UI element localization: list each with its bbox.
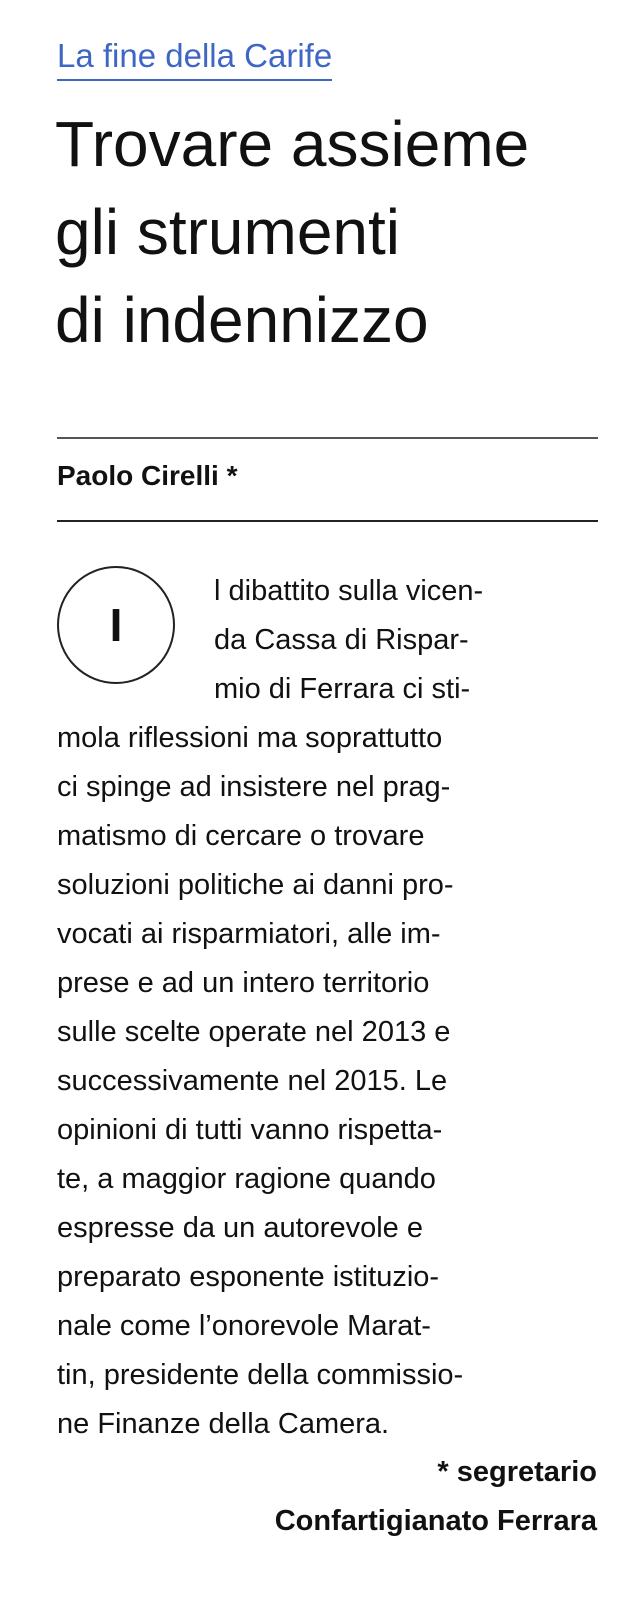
- drop-cap-circle: [57, 566, 175, 684]
- section-kicker: La fine della Carife: [57, 36, 332, 81]
- headline-line-2: gli strumenti: [55, 196, 400, 268]
- headline-line-3: di indennizzo: [55, 284, 429, 356]
- body-line: te, a maggior ragione quando: [57, 1163, 436, 1195]
- body-line: matismo di cercare o trovare: [57, 820, 425, 852]
- body-line: prese e ad un intero territorio: [57, 967, 430, 999]
- body-line: opinioni di tutti vanno rispetta-: [57, 1114, 443, 1146]
- signature-organization: Confartigianato Ferrara: [274, 1505, 597, 1537]
- body-line: tin, presidente della commissio-: [57, 1359, 464, 1391]
- body-line: ci spinge ad insistere nel prag-: [57, 771, 451, 803]
- body-line: vocati ai risparmiatori, alle im-: [57, 918, 441, 950]
- author-byline: Paolo Cirelli *: [57, 460, 238, 491]
- body-line: espresse da un autorevole e: [57, 1212, 423, 1244]
- body-line: l dibattito sulla vicen-: [214, 575, 484, 607]
- signature-title: * segretario: [437, 1456, 597, 1488]
- body-line: da Cassa di Rispar-: [214, 624, 469, 656]
- body-line: ne Finanze della Camera.: [57, 1408, 390, 1440]
- body-line: successivamente nel 2015. Le: [57, 1065, 448, 1097]
- article-headline: [55, 100, 615, 364]
- body-line: soluzioni politiche ai danni pro-: [57, 869, 454, 901]
- divider-bottom: [57, 520, 598, 522]
- body-line: mio di Ferrara ci sti-: [214, 673, 471, 705]
- drop-cap-letter: I: [109, 599, 123, 651]
- divider-top: [57, 437, 598, 439]
- body-line: mola riflessioni ma soprattutto: [57, 722, 443, 754]
- body-line: preparato esponente istituzio-: [57, 1261, 440, 1293]
- body-line: nale come l’onorevole Marat-: [57, 1310, 431, 1342]
- headline-line-1: Trovare assieme: [55, 108, 530, 180]
- body-line: sulle scelte operate nel 2013 e: [57, 1016, 451, 1048]
